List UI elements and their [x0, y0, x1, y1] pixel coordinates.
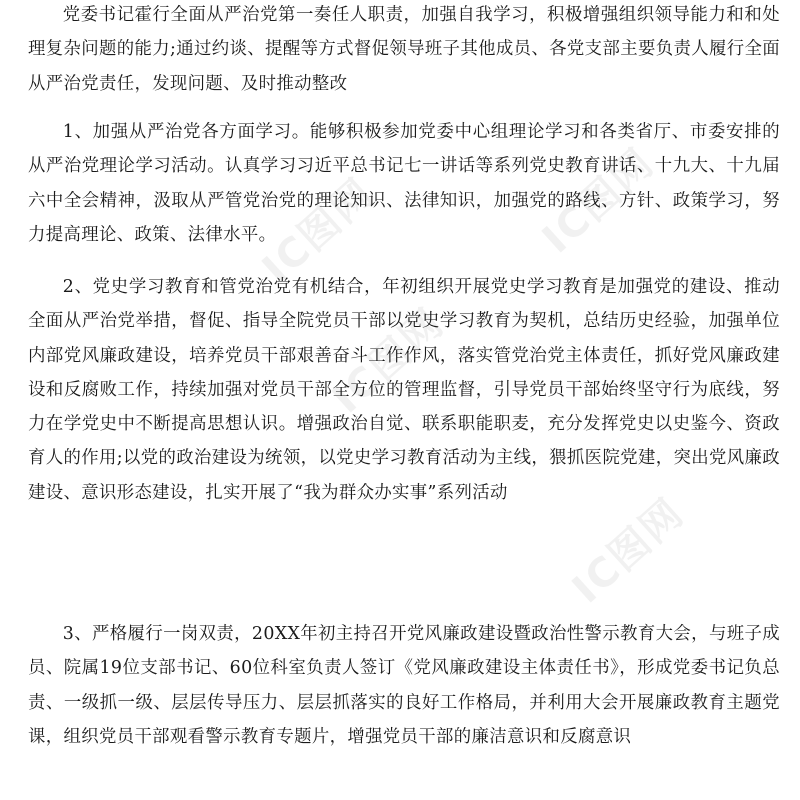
watermark-logo: IC图网: [563, 489, 693, 613]
paragraph-intro: 党委书记霍行全面从严治党第一奏任人职责，加强自我学习，积极增强组织领导能力和和处理复杂问题的能力;通过约谈、提醒等方式督促领导班子其他成员、各党支部主要负责人履行全面从严治党责任，发现问题、及时推动整改: [28, 5, 780, 94]
paragraph-item-3: 3、严格履行一岗双责，20XX年初主持召开党风廉政建设暨政治性警示教育大会，与班子成员、院属19位支部书记、60位科室负责人签订《党风廉政建设主体责任书》，形成党委书记负总责、一级抓一级、层层传导压力、层层抓落实的良好工作格局，并利用大会开展廉政教育主题党课，组织党员干部观看警示教育专题片，增强党员干部的廉洁意识和反腐意识: [28, 624, 780, 747]
paragraph-item-1: 1、加强从严治党各方面学习。能够积极参加党委中心组理论学习和各类省厅、市委安排的从严治党理论学习活动。认真学习习近平总书记七一讲话等系列党史教育讲话、十九大、十九届六中全会精神，汲取从严管党治党的理论知识、法律知识，加强党的路线、方针、政策学习，努力提高理论、政策、法律水平。: [28, 122, 780, 245]
watermark-logo: IC图网: [253, 169, 383, 293]
watermark-logo: IC图网: [323, 299, 453, 423]
watermark-logo: IC图网: [533, 139, 663, 263]
paragraph-item-2: 2、党史学习教育和管党治党有机结合，年初组织开展党史学习教育是加强党的建设、推动全面从严治党举措，督促、指导全院党员干部以党史学习教育为契机，总结历史经验，加强单位内部党风廉政建设，培养党员干部艰善奋斗工作作风，落实管党治党主体责任，抓好党风廉政建设和反腐败工作，持续加强对党员干部全方位的管理监督，引导党员干部始终坚守行为底线，努力在学党史中不断提高思想认识。增强政治自觉、联系职能职麦，充分发挥党史以史鉴今、资政育人的作用;以党的政治建设为统领，以党史学习教育活动为主线，猥抓医院党建，突出党风廉政建设、意识形态建设，扎实开展了“我为群众办实事”系列活动: [28, 277, 780, 503]
